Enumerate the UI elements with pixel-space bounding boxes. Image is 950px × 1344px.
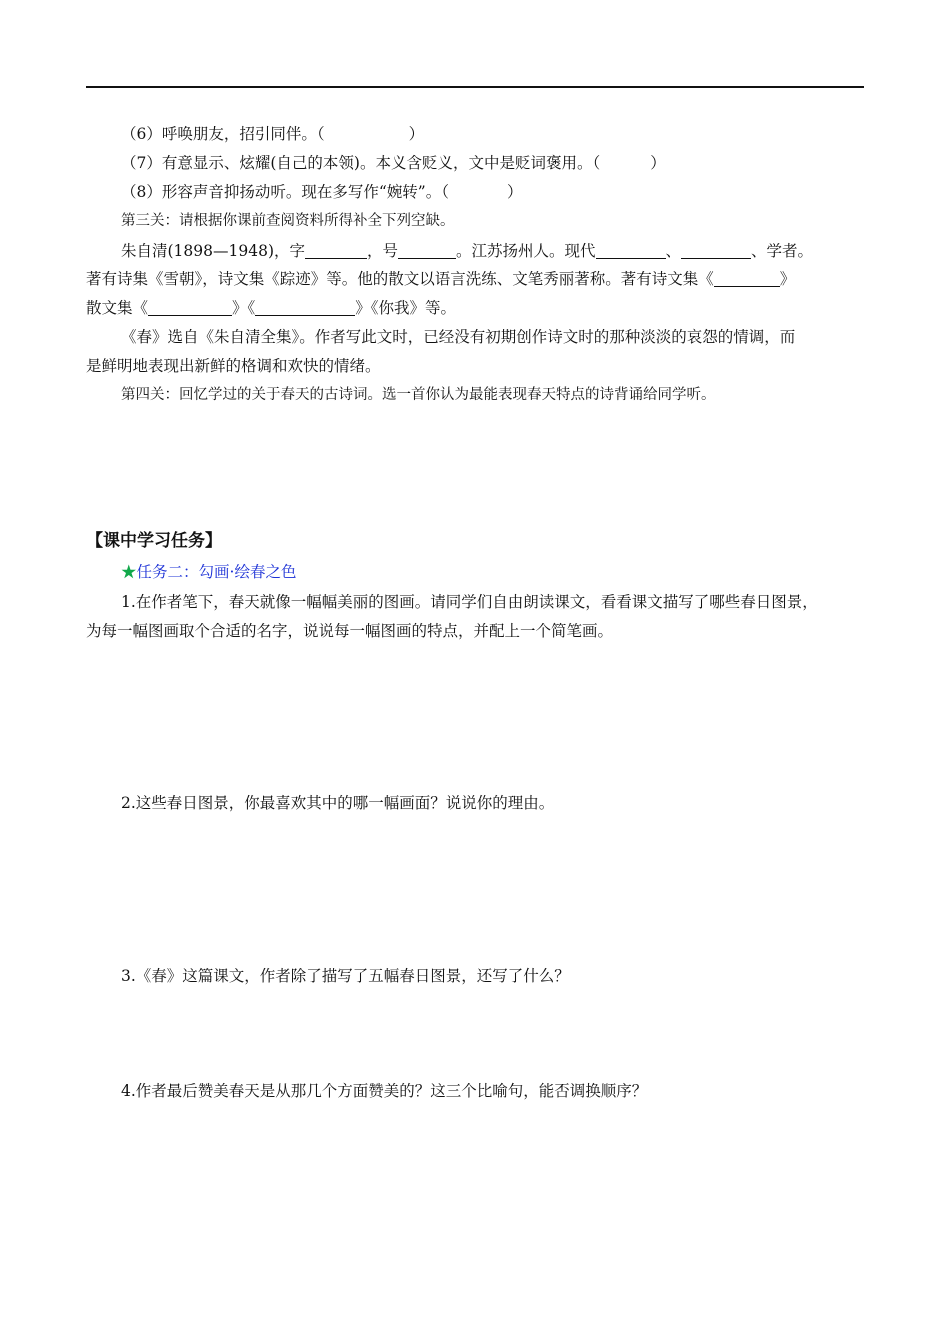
question-6: （6）呼唤朋友，招引同伴。（ ） <box>121 125 425 143</box>
level4-title: 第四关：回忆学过的关于春天的古诗词。选一首你认为最能表现春天特点的诗背诵给同学听。 <box>121 387 716 403</box>
star-icon: ★ <box>121 563 137 581</box>
level3-title: 第三关：请根据你课前查阅资料所得补全下列空缺。 <box>121 213 455 229</box>
task-title: ★任务二：勾画·绘春之色 <box>121 563 297 581</box>
question-1-line-2: 为每一幅图画取个合适的名字，说说每一幅图画的特点，并配上一个简笔画。 <box>86 622 614 640</box>
level3-paragraph-4-line-2: 是鲜明地表现出新鲜的格调和欢快的情绪。 <box>86 357 381 375</box>
blank-courtesy-name[interactable] <box>305 242 367 259</box>
level3-paragraph-2: 著有诗集《雪朝》，诗文集《踪迹》等。他的散文以语言洗练、文笔秀丽著称。著有诗文集《 》 <box>86 270 796 288</box>
blank-essay-collection-1[interactable] <box>148 299 232 316</box>
question-8: （8）形容声音抑扬动听。现在多写作“婉转”。（ ） <box>121 183 523 201</box>
level3-paragraph-1: 朱自清(1898—1948)，字 ，号 。江苏扬州人。现代 、 、学者。 <box>121 242 814 260</box>
header-rule <box>86 86 864 88</box>
blank-poetry-collection[interactable] <box>714 270 780 287</box>
question-1-line-1: 1.在作者笔下，春天就像一幅幅美丽的图画。请同学们自由朗读课文，看看课文描写了哪些春日图景， <box>121 593 818 611</box>
section-heading: 【课中学习任务】 <box>86 531 222 551</box>
blank-identity-2[interactable] <box>681 242 751 259</box>
blank-identity-1[interactable] <box>596 242 666 259</box>
level3-paragraph-3: 散文集《 》《 》《你我》等。 <box>86 299 457 317</box>
question-2: 2.这些春日图景，你最喜欢其中的哪一幅画面？说说你的理由。 <box>121 794 555 812</box>
level3-paragraph-4-line-1: 《春》选自《朱自清全集》。作者写此文时，已经没有初期创作诗文时的那种淡淡的哀怨的情调，而 <box>121 328 796 346</box>
question-7: （7）有意显示、炫耀(自己的本领)。本义含贬义，文中是贬词褒用。（ ） <box>121 154 666 172</box>
question-4: 4.作者最后赞美春天是从那几个方面赞美的？这三个比喻句，能否调换顺序？ <box>121 1082 648 1100</box>
question-3: 3.《春》这篇课文，作者除了描写了五幅春日图景，还写了什么？ <box>121 967 570 985</box>
blank-essay-collection-2[interactable] <box>255 299 355 316</box>
blank-pen-name[interactable] <box>398 242 456 259</box>
